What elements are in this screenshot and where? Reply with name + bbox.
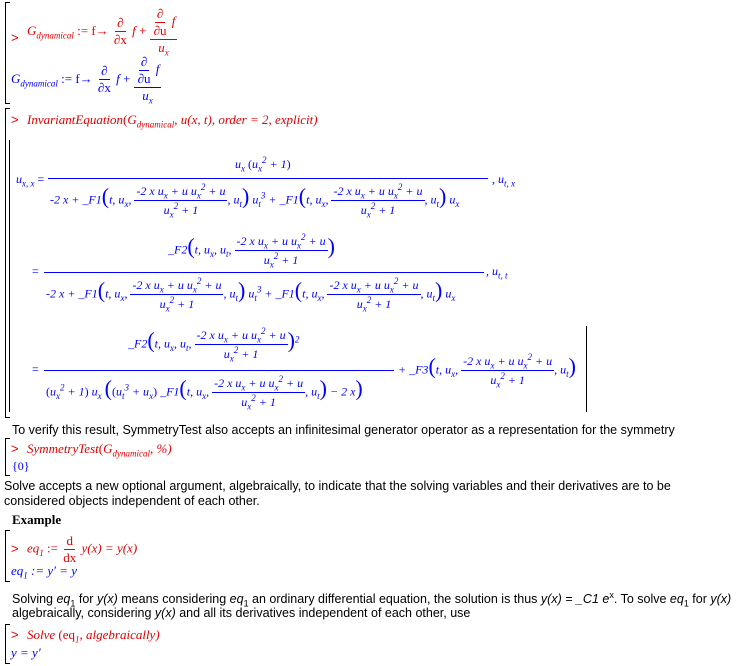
equals-sign-2: = bbox=[32, 362, 39, 376]
line1-denominator: -2 x + _F1(t, $u_x$, $\frac{-2 x u_x + u u_x^2 + u}{u_x^2 + 1}$ , $u_t$) $u_t^3$ + _F1(t, $u_x$, $\frac{-2 x u_x + u u_x^2 + u}{u_x^2 + 1}$ , $u_t$) $u_x$ bbox=[50, 182, 460, 220]
line2-numerator: _F2(t, $u_x$, $u_t$, $\frac{-2 x u_x + u u_x^2 + u}{u_x^2 + 1}$ ) bbox=[168, 232, 335, 270]
input-invariant-equation[interactable]: $InvariantEquation(G_{dynamical}$, u(x, t), order = 2, explicit) bbox=[27, 112, 318, 130]
input-eq1-definition[interactable]: $eq_1$ := $\frac{d}{dx}$ y(x) = y(x) bbox=[27, 533, 138, 565]
partial-fraction-2: $\frac{\partial}{\partial u}$ f $u_x$ bbox=[150, 6, 178, 58]
line3-plus-f3: + _F3(t, $u_x$, $\frac{-2 x u_x + u u_x^2 + u}{u_x^2 + 1}$ , $u_t$) bbox=[398, 352, 576, 390]
partial-fraction: $\frac{\partial}{\partial x}$ bbox=[113, 15, 127, 48]
line1-fraction-bar bbox=[48, 178, 488, 179]
execution-group-bracket[interactable] bbox=[5, 2, 10, 104]
paragraph-solving-eq1-line2: algebraically, considering y(x) and all its derivatives independent of each other, use bbox=[12, 606, 471, 620]
line3-denominator: $(u_x^2 + 1)$ $u_x$ ($(u_t^3 + u_x)$ _F1(t, $u_x$, $\frac{-2 x u_x + u u_x^2 + u}{u_x^2 + 1}$ , $u_t) - 2$ x) bbox=[46, 374, 363, 412]
assign-op: := f→ bbox=[77, 22, 109, 38]
result-lhs: $u_{x, x}$ = bbox=[16, 172, 45, 189]
input-symmetry-test[interactable]: $SymmetryTest(G_{dynamical}$, %) bbox=[27, 441, 172, 459]
execution-group-bracket[interactable] bbox=[5, 438, 10, 476]
paragraph-solving-eq1: Solving $eq_1$ for y(x) means considering $eq_1$ an ordinary differential equation, the solution is thus y(x) = _C1 $e^x$. To solve $eq_1$ for y(x) bbox=[12, 590, 732, 609]
set-close-bracket bbox=[586, 326, 587, 412]
output-inner-bracket bbox=[9, 140, 10, 412]
output-line-g-dynamical: $G_{dynamical}$ := f→ $\frac{\partial}{\partial x}$ f + $\frac{\partial}{\partial u}$ f $u_x$ bbox=[11, 54, 160, 106]
input-solve-algebraically[interactable]: Solve ($eq_1$, algebraically) bbox=[27, 627, 160, 645]
input-prompt: > bbox=[11, 112, 19, 127]
sub-dynamical: dynamical bbox=[36, 30, 74, 41]
example-heading: Example bbox=[12, 512, 62, 527]
input-prompt: > bbox=[11, 627, 19, 642]
line2-fraction-bar bbox=[44, 272, 484, 273]
line1-tail: , $u_{t, x}$ bbox=[492, 172, 515, 189]
line1-numerator: $u_x$ $(u_x^2 + 1)$ bbox=[235, 155, 291, 174]
equals-sign: = bbox=[32, 264, 39, 278]
output-set-zero: {0} bbox=[12, 459, 30, 473]
line3-fraction-bar bbox=[44, 370, 394, 371]
line3-numerator: _F2(t, $u_x$, $u_t$, $\frac{-2 x u_x + u u_x^2 + u}{u_x^2 + 1}$ )$^2$ bbox=[128, 326, 300, 364]
var-g: G bbox=[27, 22, 37, 38]
paragraph-symmetrytest: To verify this result, SymmetryTest also accepts an infinitesimal generator operator as a representation for the symmetry bbox=[12, 423, 675, 437]
output-y-equals-yprime: y = y′ bbox=[11, 645, 41, 660]
input-prompt: > bbox=[11, 541, 19, 556]
input-prompt: > bbox=[11, 441, 19, 456]
output-eq1: $eq_1$ := y′ = y bbox=[11, 563, 78, 581]
execution-group-bracket[interactable] bbox=[5, 530, 10, 582]
input-prompt: > bbox=[11, 30, 19, 45]
input-line-g-dynamical[interactable]: $G_{dynamical}$ := f→ $\frac{\partial}{\partial x}$ f + $\frac{\partial}{\partial u}$ f $u_x$ bbox=[27, 6, 176, 58]
line2-denominator: -2 x + _F1(t, $u_x$, $\frac{-2 x u_x + u u_x^2 + u}{u_x^2 + 1}$ , $u_t$) $u_t^3$ + _F1(t, $u_x$, $\frac{-2 x u_x + u u_x^2 + u}{u_x^2 + 1}$ , $u_t$) $u_x$ bbox=[46, 276, 456, 314]
line2-tail: , $u_{t, t}$ bbox=[486, 264, 508, 281]
paragraph-solve-algebraically: Solve accepts a new optional argument, algebraically, to indicate that the solving variables and their derivatives are to be considered objects independent of each other. bbox=[4, 479, 671, 508]
execution-group-bracket[interactable] bbox=[5, 624, 10, 664]
